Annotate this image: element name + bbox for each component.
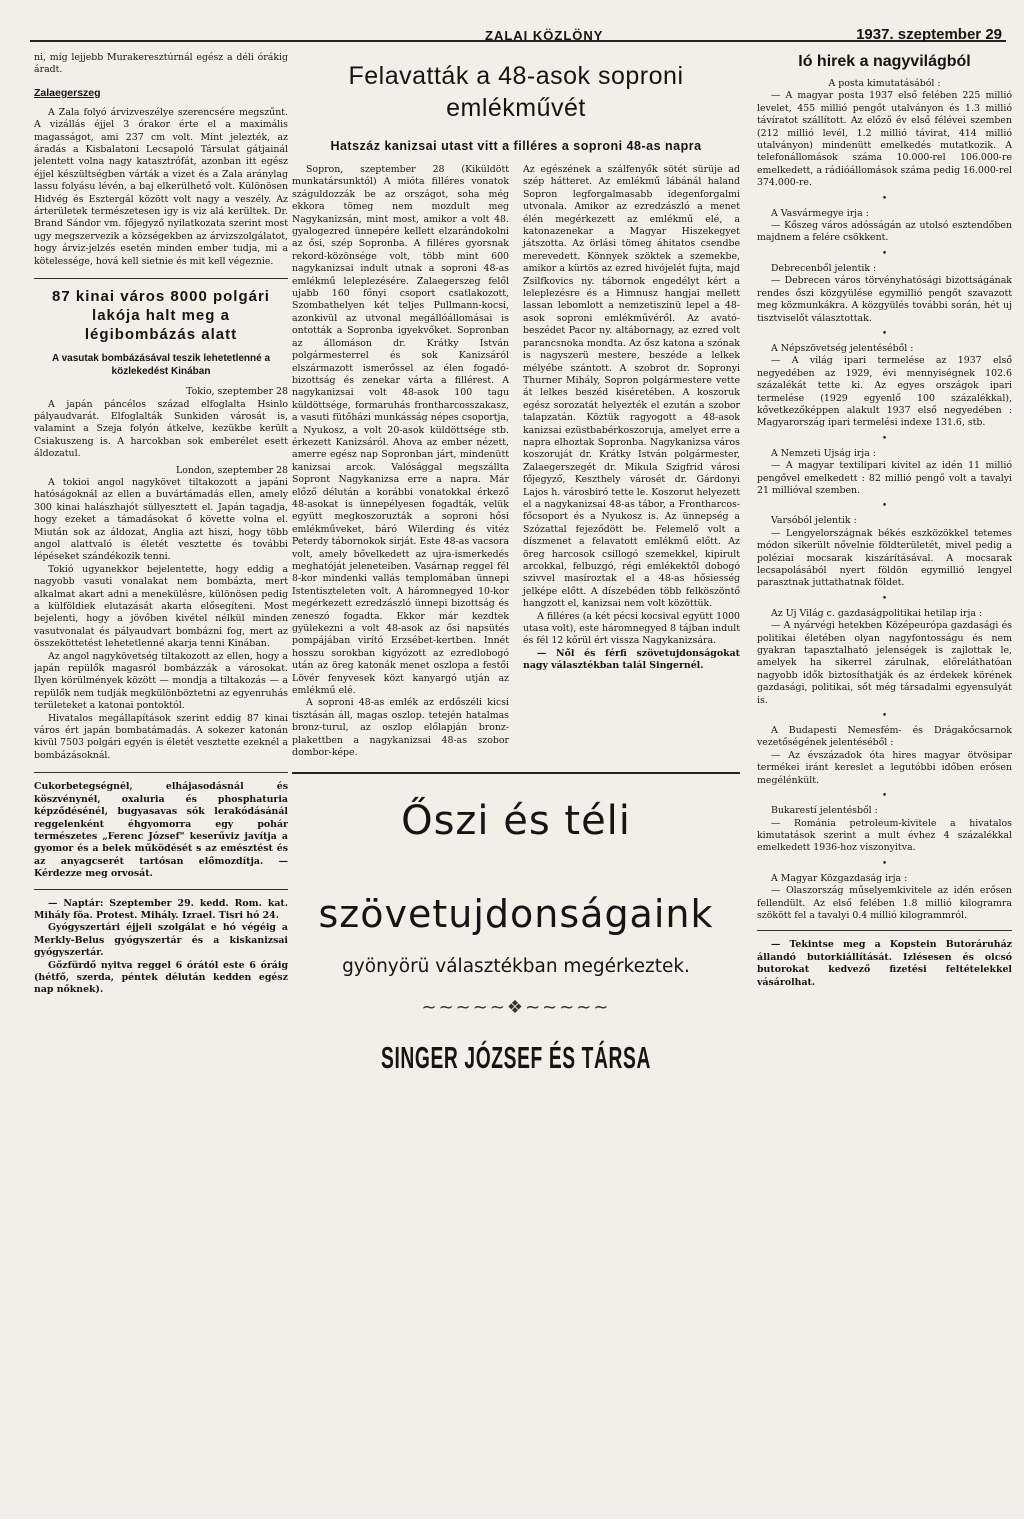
headline-world-news: Ió hirek a nagyvilágból — [798, 53, 971, 70]
article-sopron-left-text: Sopron, szeptember 28 (Kiküldött munkatársunktól) A mióta filléres vonatok száguldozzák be az országot, soha még ekkora tömeg nem mozdult meg Nagykanizsán, mint most, amikor a volt 48. gyalogezred ünnepére kellett elzarándokolni az ősi, szép Sopronba. A filléres gyorsnak rekord-közönsége volt, több mint 600 nagykanizsai indult utnak a soproni 48-as emlékmű leleplezésére. Zalaegerszeg felől ujabb 160 főnyi csoport csatlakozott, Szombathelyen két teljes Pullmann-kocsi, azonkivül az utvonal megállóállomásai is ontották a Sopronba igyekvőket. Sopronban az állomáson dr. Krátky István polgármesterrel és sok Kanizsáról elszármazott ismerőssel az élen fogadó-bizottság és zenekar várta a fillérest. A nagykanizsai volt 48-asok 100 tagu küldöttsége, formaruhás frontharcosszakasz, a vasuti fütőházi munkásság népes csoportja, a Nyukosz, a volt 20-asok küldöttsége stb. érkezett Kanizsáról. Ahova az ember nézett, amerre egész nap Sopronban járt, mindenütt kanizsai arcok. Valósággal megszállta Sopront Nagykanizsa erre a napra. Már előző délután a korábbi vonatokkal érkező 48-asokat is ünnepélyesen fogadták, velük együtt megkoszoruzták a soproni hősi emlékműveket, báró Wilerding és vitéz Peterdy tábornokok sirját. Este 48-as vacsora volt, amely bővelkedett az ujra-ismerkedés meghatóját jeleneteiben. Vasárnap reggel fél 8-kor mindenki vallás templomában ünnepi Istentiszteleten volt. A háromnegyed 10-kor megérkezett ezredzászló ünnepi bizottság és zeneszó fogadta. Ekkor már kezdtek gyülekezni a volt 48-asok az ősi napsütés pompájában virító Erzsébet-kertben. Innét hosszu sorokban kigyózott az ezredlobogó után az öreg katonák menet oszlopa a festői Lövér fenyvesek közt kanyargó utján az emlékmű elé. — [292, 164, 509, 697]
article-sopron — [292, 164, 740, 760]
bullet: • — [881, 328, 888, 339]
singer-notice: — Nől és férfi szövetujdonságokat nagy választékban talál Singernél. — [523, 647, 740, 672]
bullet: • — [881, 248, 888, 259]
calendar-note: — Naptár: Szeptember 29. kedd. Rom. kat. Mihály fõa. Protest. Mihály. Izrael. Tisri hó 24. — [34, 897, 288, 921]
bath-note: Gőzfürdő nyitva reggel 6 órától este 6 óráig (hétfő, szerda, péntek délután kedden egész nap nőknek). — [34, 959, 288, 996]
bullet: • — [881, 501, 888, 512]
item-7-source: Az Uj Világ c. gazdaságpolitikai hetilap irja : — [771, 607, 983, 619]
pharmacy-note: Gyógyszertári éjjeli szolgálat e hó végéig a Merkly-Belus gyógyszertár és a kiskanizsai gyógyszertár. — [34, 922, 288, 959]
item-6-source: Varsóból jelentik : — [771, 515, 857, 527]
article-sopron-right-end: A filléres (a két pécsi kocsival együtt 1000 utasa volt), este háromnegyed 8 tájban indult és fél 12 kőrül ért vissza Nagykanizsára. — [523, 610, 740, 647]
item-7-text: — A nyárvégi hetekben Középeurópa gazdasági és politikai életében olyan nagyfontosságu és nem gyakran tapasztalható jelenségek is zajlottak le, amelyek ha sikerrel zárulnak, előreláthatóan nagyobb idők biztosíthatják és az érdekek körének gazdasági, politikai, sőt még társadalmi egyensulyát is. — [757, 620, 1012, 706]
advert-singer — [292, 798, 740, 1268]
divider — [757, 930, 1012, 931]
kicker-china: A vasutak bombázásával teszik lehetetlenné a közlekedést Kinában — [51, 353, 271, 378]
column-middle — [292, 52, 740, 1502]
article-china-p2: A tokioi angol nagykövet tiltakozott a japáni hatóságoknál az ellen a buvártámadás ellen, amely 300 kinai halászhajót süllyesztett el. Japán tagadja, hogy ezeket a támadásokat ő követte volna el. Miután sok az áldozat, Anglia azt hiszi, hogy több angol alattvaló is életét vesztette és további lépéseket szándékozik tenni. — [34, 476, 288, 563]
item-1-source: A posta kimutatásából : — [828, 78, 941, 89]
item-2-source: A Vasvármegye irja : — [771, 207, 869, 219]
item-4-source: A Népszövetség jelentéséből : — [771, 342, 914, 354]
article-china-p5: Hivatalos megállapítások szerint eddig 87 kinai város ért japán bombatámadás. A sokezer katonán kivül 7503 polgári egyén is életét vesztette ezeknél a bombázásoknál. — [34, 712, 288, 761]
item-3-text: — Debrecen város törvényhatósági bizottságának rendes őszi közgyülése egymillió pengőt szavazott meg közmunkákra. A közgyülés további során, hét uj tisztviselőt választottak. — [757, 275, 1012, 324]
article-sopron-right — [523, 164, 740, 760]
advert-line-1: Őszi és téli — [401, 797, 631, 844]
article-sopron-left — [292, 164, 509, 760]
bullet: • — [881, 791, 888, 802]
page-header — [30, 22, 1006, 42]
divider — [34, 772, 288, 773]
issue-date: 1937. szeptember 29 — [856, 26, 1002, 43]
bullet: • — [881, 193, 888, 204]
advert-line-3: gyönyörü választékban megérkeztek. — [342, 955, 690, 977]
headline-china: 87 kinai város 8000 polgári lakója halt meg a légibombázás alatt — [52, 288, 270, 344]
divider — [34, 278, 288, 279]
dateline-tokio: Tokio, szeptember 28 — [186, 386, 288, 398]
item-6-text: — Lengyelországnak békés eszközökkel tetemes módon sikerült nővelnie földterületét, mivel pedig a poléziai mocsarak kiszárításával. A mocsarak lecsapolásából nyert földön egymillió lengyel parasztnak juttathatnak földet. — [757, 527, 1012, 589]
item-8-source: A Budapesti Nemesfém- és Drágakőcsarnok vezetőségének jelentéséből : — [757, 725, 1012, 749]
item-10-source: A Magyar Közgazdaság irja : — [771, 872, 908, 884]
divider — [34, 889, 288, 890]
dateline-london: London, szeptember 28 — [176, 464, 288, 476]
item-1-text: — A magyar posta 1937 első felében 225 millió levelet, 455 millió pengőt utalványon és 1.3 millió távíratot szállított. Az előző év első félévei szemben (212 millió levél, 1.2 millió távirat, 414 millió utalványon) mindenütt emelkedés mutatkozik. A telefonállomások száma 10.000-rel 106.000-re emelkedett, a rádióállomások száma pedig 16.000-rel 374.000-re. — [757, 90, 1012, 189]
item-3-source: Debrecenből jelentik : — [771, 262, 877, 274]
headline-sopron: Felavatták a 48-asok soproni emlékművét — [348, 62, 684, 122]
article-china-p3: Tokió ugyanekkor bejelentette, hogy eddig a nagyobb vasuti vonalakat nem bombázta, mert alkalmat akart adni a menekülésre, különösen pedig a külföldiek elutazását akarta elősegíteni. Most bejelenti, hogy a jövőben kivétel nélkül minden vasutvonalat és pályaudvart bombázni fog, mert az összeköttetést lehetetlenné akarja tenni Kinában. — [34, 563, 288, 650]
bullet: • — [881, 433, 888, 444]
advert-keseruviz: Cukorbetegségnél, elhájasodásnál és köszvénynél, oxaluria és phosphaturia képződésénél, bugyasavas sók lerakódásánál reggelenként éhgyomorra egy pohár természetes „Ferenc József" keserűviz javítja a gyomor és a belek működését s az emésztést és az anyagcserét tartósan előmozdítja. — Kérdezze meg orvosát. — [34, 781, 288, 880]
bullet: • — [881, 593, 888, 604]
divider — [292, 772, 740, 774]
subheading-zalaegerszeg: Zalaegerszeg — [34, 86, 101, 99]
intro-text: ni, míg lejjebb Murakeresztúrnál egész a déli órákig áradt. — [34, 52, 288, 76]
ornament: ~~~~~❖~~~~~ — [421, 996, 611, 1018]
item-10-text: — Olaszország műselyemkivitele az idén erősen fellendült. Az első felében 1.8 millió kilogramra szökött fel a tavalyi 0.4 millió kilogrammról. — [757, 885, 1012, 921]
bullet: • — [881, 711, 888, 722]
kopstein-notice: — Tekintse meg a Kopstein Butoráruház állandó butorkiállítását. Izlésesen és olcsó butorokat kedvező fizetési feltételekkel vásárolhat. — [757, 939, 1012, 988]
article-sopron-right-text: Az egészének a szálfenyők sötét sürüje ad szép hátteret. Az emlékmű lábánál haland Sopron legforgalmasabb idegenforgalmi utvonala. Amikor az ezredzászló a menet élén megérkezett az emlékmű elé, a katonazenekar a Magyar Hiszekegyet játszotta. Az örlási tömeg áhitatos csendbe merevedett. Könnyek szöktek a szemekbe, amikor a kürtös az ezred hivójelét fujta, majd Zsilfkovics ny. tábornok engedélyt kért a leleplezésre és a Himnusz hangjai mellett lassan lebomlott a nemzetiszinü lepel a 48-asok soproni emlékművéről. Az avató-beszédet Pacor ny. altábornagy, az ezred volt parancsnoka mondta. Az ősz katona a szónak is nagyszerü mestere, beszéde a lelkek mélyébe szántott. A szobrot dr. Sopronyi Thurner Mihály, Sopron polgármestere vette át lelkes beszéd kiséretében. A koszoruk egész sorozatát helyezték el ezután a szobor talapzatán. Köztük ragyogott a 48-asok kanizsai ezüstbabérkoszoruja, amelyet erre a napra elhoztak Sopronba. Nagykanizsa város koszoruját dr. Krátky István polgármester, Zalaegerszegét dr. Mikula Szigfrid városi főjegyző, Keszthely városét dr. Gárdonyi Lajos h. városbiró tette le. Koszorut helyezett el a nagykanizsai 48-as tábor, a Frontharcos-főcsoport és a Nyukosz is. Az ünnepség a Szózattal fejeződött be. Felemelő volt a díszmenet a felavatott emlékmű előtt. Az öreg harcosok csillogó szemekkel, kipirult arcokkal, felbuzgó, régi emlékektől dobogó szivvel masíroztak el a 48-as hősiesség jelképe előtt. A díszebéden több felköszöntő hangzott el, kanizsai nem volt közöttük. — [523, 164, 740, 610]
item-8-text: — Az évszázadok óta hires magyar ötvösipar termékei iránt kereslet a legutóbbi időben erősen megélénkült. — [757, 749, 1012, 786]
advert-line-2: szövetujdonságaink — [318, 891, 714, 936]
item-2-text: — Kőszeg város adósságán az utolsó esztendőben majdnem a felére csökkent. — [757, 220, 1012, 244]
column-left — [34, 52, 288, 1502]
subheadline-sopron: Hatszáz kanizsai utast vitt a filléres a soproni 48-as napra — [330, 139, 702, 153]
item-5-text: — A magyar textilipari kivitel az idén 11 millió pengővel emelkedett : 82 millió pengő volt a tavalyi 21 millióval szemben. — [757, 460, 1012, 496]
article-china-p1: A japán páncélos század elfoglalta Hsinlo pályaudvarát. Elfoglalták Sunkiden városát is, valamint a Szeja folyón átkelve, kezükbe került Csiakuszeng is. A harcokban sok emberélet esett áldozatul. — [34, 398, 288, 460]
item-9-source: Bukarestí jelentésből : — [771, 805, 878, 817]
column-right — [757, 52, 1012, 1502]
article-china-p4: Az angol nagykövetség tiltakozott az ellen, hogy a japán repülők magasról bombázzák a városokat. Ilyen körülmények között — mondja a tiltakozás — a repülők nem tudják megkülönböztetni az egyenruhás területeket a katonai pontoktól. — [34, 650, 288, 712]
item-5-source: A Nemzeti Ujság irja : — [771, 447, 876, 459]
bullet: • — [881, 858, 888, 869]
item-9-text: — Románia petroleum-kivitele a hivatalos kimutatások szerint a mult évhez 4 százalékkal emelkedett 1936-hoz viszonyitva. — [757, 817, 1012, 854]
article-sopron-left-end: A soproni 48-as emlék az erdőszéli kicsi tisztásán áll, magas oszlop. tetején hatalmas bronz-turul, az oszlop előlapján bronz-plakettben a nagykanizsai 48-as szobor dombor-képe. — [292, 697, 509, 759]
newspaper-name: ZALAI KÖZLÖNY — [485, 28, 604, 43]
advert-company-name: SINGER JÓZSEF ÉS TÁRSA — [381, 1039, 651, 1075]
flood-article: A Zala folyó árvizveszélye szerencsére megszűnt. A vizállás éjjel 3 órakor érte el a maximális magasságot, ami 237 cm volt. Mint jelezték, az áradás a Kisbalatoni Lecsapoló Társulat gátjainál jelentett volna nagy katasztrófát, azonban itt egész éjjel készültségben várták a vizet és a Zala aránylag lassu folyásu lévén, a baj elkerülhető volt. Különösen Hidvég és Esztergál között volt nagy a veszély. Az árterületek természetesen igy is viz alá kerültek. Dr. Brand Sándor vm. főjegyző nyilatkozata szerint most ugy megszervezik a községekben az árvizszolgálatot, hogy árviz-jelzés esetén minden ember tudja, mi a kötelessége, hová kell sietnie és mit kell végeznie. — [34, 106, 288, 267]
item-4-text: — A világ ipari termelése az 1937 első negyedében az 1929, évi mennyiségnek 102.6 százalékát tette ki. Az egyes országok ipari termelése (1929 egyenlő 100 százalékkal), kővetkezőképpen alakult 1937 első negyedében : Magyarország ipari termelési indexe 131.6, stb. — [757, 355, 1012, 429]
